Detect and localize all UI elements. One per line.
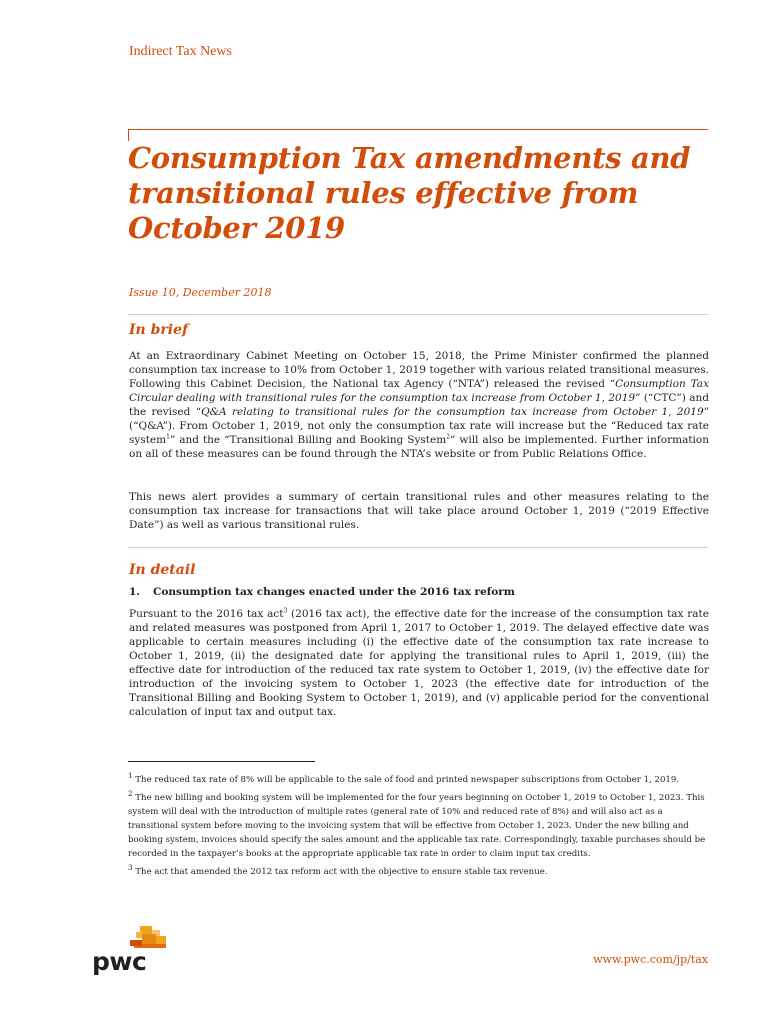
footnote-ref-1: 1 xyxy=(166,433,170,441)
title-rule xyxy=(128,129,708,130)
footer-url[interactable]: www.pwc.com/jp/tax xyxy=(593,953,708,966)
in-brief-heading: In brief xyxy=(129,322,189,338)
in-brief-paragraph-2: This news alert provides a summary of certain transitional rules and other measures relating to the consumption tax increase for transactions that will take place around October 1, 2019 (“2019 Effective Date”) as well as various transitional rules. xyxy=(129,491,709,531)
ctc-title: Consumption Tax Circular dealing with transitional rules for the consumption tax increase from October 1, 2019 xyxy=(129,378,709,404)
running-head: Indirect Tax News xyxy=(129,44,232,59)
in-detail-paragraph-1: Pursuant to the 2016 tax act$^3$ (2016 tax act), the effective date for the increase of the consumption tax rate and related measures was postponed from April 1, 2017 to October 1, 2019. The delayed effective date was applicable to certain measures including (i) the effective date of the consumption tax rate increase to October 1, 2019, (ii) the designated date for applying the transitional rules to April 1, 2019, (iii) the effective date for introduction of the reduced tax rate system to October 1, 2019, (iv) the effective date for introduction of the invoicing system to October 1, 2023 (the effective date for introduction of the Transitional Billing and Booking System to October 1, 2019), and (v) applicable period for the conventional calculation of input tax and output tax. xyxy=(129,607,709,718)
item-heading-text: Consumption tax changes enacted under the 2016 tax reform xyxy=(153,586,515,598)
pwc-logo xyxy=(90,924,170,984)
in-brief-paragraph-1: At an Extraordinary Cabinet Meeting on October 15, 2018, the Prime Minister confirmed the planned consumption tax increase to 10% from October 1, 2019 together with various related transitional measures. Following this Cabinet Decision, the National tax Agency (“NTA”) released the revised “Consumption Tax Circular dealing with transitional rules for the consumption tax increase from October 1, 2019” (“CTC”) and the revised “Q&A relating to transitional rules for the consumption tax increase from October 1, 2019” (“Q&A”). From October 1, 2019, not only the consumption tax rate will increase but the “Reduced tax rate system$^1$” and the “Transitional Billing and Booking System$^2$” will also be implemented. Further information on all of these measures can be found through the NTA’s website or from Public Relations Office. xyxy=(129,350,709,460)
title-rule-tick xyxy=(128,129,129,141)
footnote-separator xyxy=(128,761,315,762)
divider xyxy=(128,547,708,548)
qa-title: Q&A relating to transitional rules for the consumption tax increase from October 1, 2019 xyxy=(201,406,704,418)
in-detail-heading: In detail xyxy=(129,562,196,578)
footnote-1: $^1$ The reduced tax rate of 8% will be applicable to the sale of food and printed newspaper subscriptions from October 1, 2019. xyxy=(128,771,680,785)
divider xyxy=(128,314,708,315)
issue-date: Issue 10, December 2018 xyxy=(129,286,272,299)
page-title: Consumption Tax amendments and transitional rules effective from October 2019 xyxy=(128,141,691,245)
footnote-2: $^2$ The new billing and booking system will be implemented for the four years beginning on October 1, 2019 to October 1, 2023. This system will deal with the introduction of multiple rates (general rate of 10% and reduced rate of 8%) and will also act as a transitional system before moving to the invoicing system that will be effective from October 1, 2023. Under the new billing and booking system, invoices should specify the sales amount and the applicable tax rate. Correspondingly, taxable purchases should be recorded in the taxpayer’s books at the appropriate applicable tax rate in order to claim input tax credits. xyxy=(128,788,706,859)
footnote-ref-2: 2 xyxy=(446,433,451,441)
footnotes xyxy=(128,769,710,879)
pwc-logo-text: pwc xyxy=(92,947,147,976)
detail-item-1-heading xyxy=(129,586,515,598)
footnote-ref-3: 3 xyxy=(283,607,288,615)
item-number: 1. xyxy=(129,586,140,598)
footnote-3: $^3$ The act that amended the 2012 tax reform act with the objective to ensure stable tax revenue. xyxy=(128,862,548,877)
